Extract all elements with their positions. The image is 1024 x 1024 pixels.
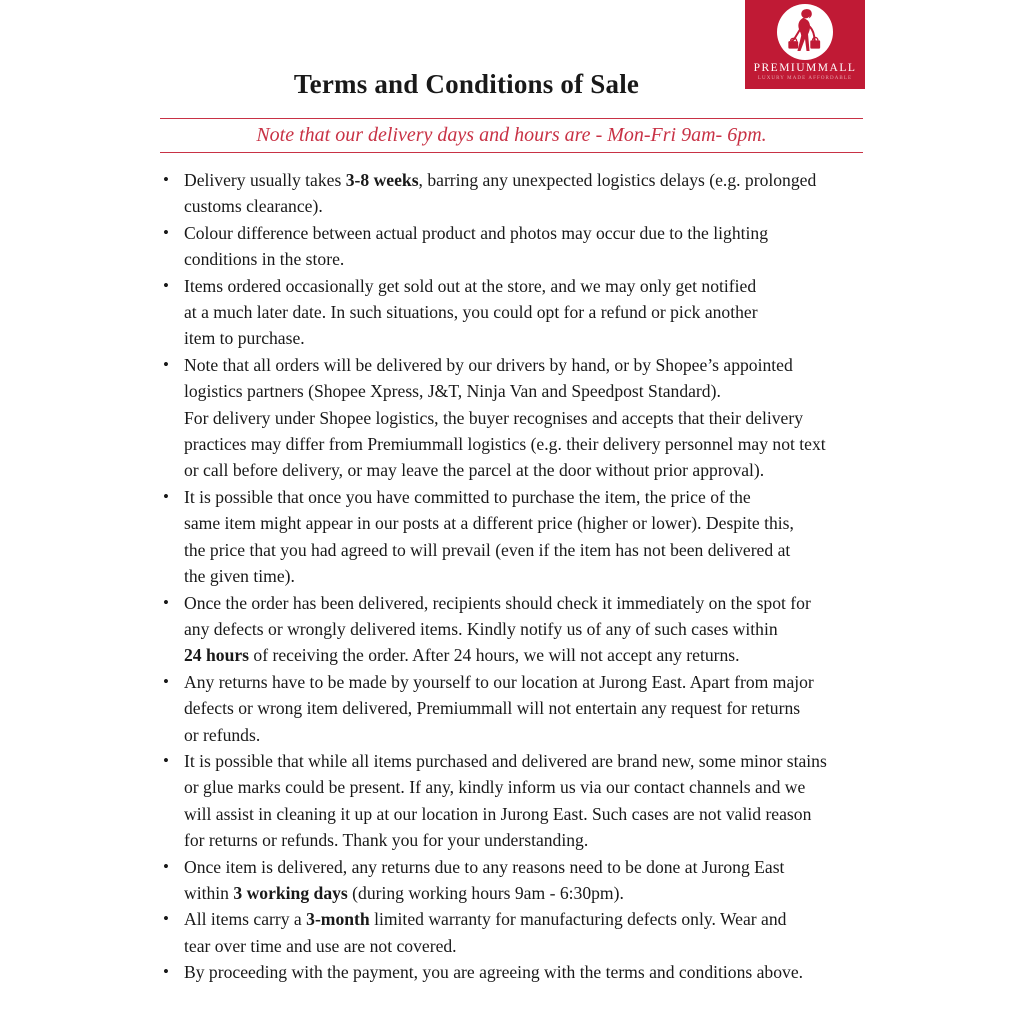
term-text: Any returns have to be made by yourself to our location at Jurong East. Apart from major xyxy=(184,671,814,692)
term-item xyxy=(160,748,872,854)
term-item xyxy=(160,590,872,669)
term-text: same item might appear in our posts at a different price (higher or lower). Despite this, xyxy=(184,513,794,534)
bullet-icon: • xyxy=(163,486,169,506)
logo-circle xyxy=(777,4,833,60)
term-text-bold: 24 hours xyxy=(184,645,250,666)
term-text: Delivery usually takes xyxy=(184,170,346,190)
term-text: within xyxy=(184,882,234,903)
delivery-note-text: Note that our delivery days and hours are - Mon-Fri 9am- 6pm. xyxy=(256,124,767,146)
delivery-note-banner xyxy=(160,118,863,153)
term-text: All items carry a xyxy=(184,909,307,930)
bullet-icon: • xyxy=(163,592,169,612)
term-text: Once item is delivered, any returns due to any reasons need to be done at Jurong East xyxy=(184,856,785,877)
term-text: defects or wrong item delivered, Premiummall will not entertain any request for returns xyxy=(184,698,801,719)
bullet-icon: • xyxy=(163,671,169,691)
bullet-icon: • xyxy=(163,354,169,374)
term-text: By proceeding with the payment, you are agreeing with the terms and conditions above. xyxy=(184,962,804,983)
term-text: tear over time and use are not covered. xyxy=(184,935,457,956)
bullet-icon: • xyxy=(163,275,169,295)
term-text: item to purchase. xyxy=(184,328,305,349)
term-text: or call before delivery, or may leave the parcel at the door without prior approval). xyxy=(184,460,765,481)
term-item xyxy=(160,669,872,748)
term-item xyxy=(160,273,872,352)
term-text-bold: 3-8 weeks xyxy=(345,170,419,190)
term-text-bold: 3-month xyxy=(306,909,370,930)
term-item xyxy=(160,959,872,985)
term-text: limited warranty for manufacturing defects only. Wear and xyxy=(369,909,787,930)
term-text: Colour difference between actual product and photos may occur due to the lighting xyxy=(184,222,768,243)
term-text: practices may differ from Premiummall logistics (e.g. their delivery personnel may not text xyxy=(184,434,826,455)
logo-brand-name: PREMIUMMALL xyxy=(753,62,857,74)
term-item xyxy=(160,484,872,590)
term-text: For delivery under Shopee logistics, the buyer recognises and accepts that their delivery xyxy=(184,407,804,428)
term-text: the given time). xyxy=(184,566,295,587)
term-text: , barring any unexpected logistics delays (e.g. prolonged xyxy=(418,170,817,190)
term-text: Items ordered occasionally get sold out at the store, and we may only get notified xyxy=(184,275,757,296)
term-text-bold: 3 working days xyxy=(233,882,348,903)
term-item xyxy=(160,854,872,907)
bullet-icon: • xyxy=(163,750,169,770)
term-item xyxy=(160,906,872,959)
logo-tagline: LUXURY MADE AFFORDABLE xyxy=(757,76,853,81)
term-item xyxy=(160,167,872,220)
term-text: Note that all orders will be delivered by our drivers by hand, or by Shopee’s appointed xyxy=(184,354,793,375)
term-text: logistics partners (Shopee Xpress, J&T, Ninja Van and Speedpost Standard). xyxy=(184,381,721,402)
term-text: will assist in cleaning it up at our location in Jurong East. Such cases are not valid reason xyxy=(184,803,812,824)
term-text: for returns or refunds. Thank you for your understanding. xyxy=(184,830,589,851)
bullet-icon: • xyxy=(163,909,169,929)
term-text: or glue marks could be present. If any, kindly inform us via our contact channels and we xyxy=(184,777,806,798)
term-text: Once the order has been delivered, recipients should check it immediately on the spot for xyxy=(184,592,811,613)
term-text: (during working hours 9am - 6:30pm). xyxy=(347,882,624,903)
term-text: of receiving the order. After 24 hours, we will not accept any returns. xyxy=(249,645,740,666)
bullet-icon: • xyxy=(163,222,169,242)
terms-list xyxy=(160,167,872,986)
term-item xyxy=(160,220,872,273)
term-text: It is possible that while all items purchased and delivered are brand new, some minor stains xyxy=(184,750,827,771)
term-text: at a much later date. In such situations, you could opt for a refund or pick another xyxy=(184,302,758,323)
page-title: Terms and Conditions of Sale xyxy=(293,69,640,99)
bullet-icon: • xyxy=(163,856,169,876)
term-text: It is possible that once you have committed to purchase the item, the price of the xyxy=(184,486,751,507)
term-text: conditions in the store. xyxy=(184,249,345,270)
term-text: or refunds. xyxy=(184,724,261,745)
term-text: the price that you had agreed to will prevail (even if the item has not been delivered at xyxy=(184,539,791,560)
bullet-icon: • xyxy=(163,170,169,189)
term-text: customs clearance). xyxy=(184,196,323,217)
term-text: any defects or wrongly delivered items. Kindly notify us of any of such cases within xyxy=(184,618,778,639)
term-item xyxy=(160,352,872,484)
bullet-icon: • xyxy=(163,962,169,982)
woman-with-bags-icon xyxy=(782,7,828,57)
